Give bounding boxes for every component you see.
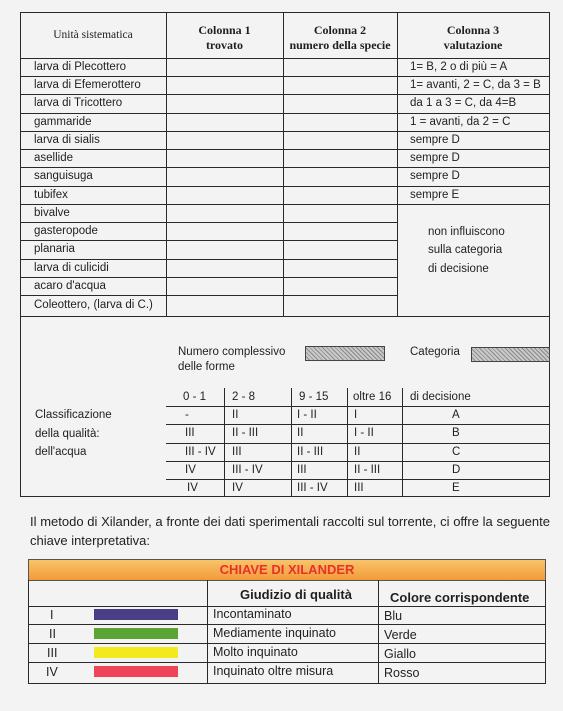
forms-label: Numero complessivo	[178, 346, 286, 358]
row-unit: planaria	[34, 243, 75, 255]
row-evaluation: sempre D	[410, 170, 460, 182]
color-label: Rosso	[384, 666, 420, 680]
class-label: I	[50, 608, 54, 622]
grid-cell: II	[232, 409, 239, 421]
row-evaluation: sempre D	[410, 134, 460, 146]
grid-cell: III	[185, 427, 195, 439]
row-unit: acaro d'acqua	[34, 280, 106, 292]
row-evaluation: sempre E	[410, 189, 460, 201]
intro-paragraph: Il metodo di Xilander, a fronte dei dati sperimentali raccolti sul torrente, ci offre la seguente chiave interpretativa:	[30, 514, 550, 548]
quality-label: Incontaminato	[213, 607, 292, 621]
grid-cell: A	[452, 409, 460, 421]
header-col1	[166, 23, 283, 53]
grid-cell: C	[452, 446, 461, 458]
row-unit: bivalve	[34, 207, 70, 219]
class-label: II	[49, 627, 56, 641]
row-unit: tubifex	[34, 189, 68, 201]
header-color: Colore corrispondente	[390, 590, 530, 605]
row-unit: larva di Efemerottero	[34, 79, 141, 91]
grid-cell: II - III	[232, 427, 259, 439]
row-unit: larva di Tricottero	[34, 97, 123, 109]
red-swatch	[94, 666, 178, 677]
row-unit: sanguisuga	[34, 170, 93, 182]
grid-cell: -	[185, 409, 189, 421]
header-col2	[283, 23, 397, 53]
green-swatch	[94, 628, 178, 639]
range-label: oltre 16	[353, 391, 392, 403]
grid-cell: E	[452, 482, 460, 494]
hatched-box	[305, 346, 385, 361]
header-quality: Giudizio di qualità	[240, 587, 352, 602]
class-label: III	[47, 646, 58, 660]
decision-label: di decisione	[410, 391, 471, 403]
class-label: IV	[46, 665, 58, 679]
grid-cell: II	[297, 427, 304, 439]
grid-cell: III	[232, 446, 242, 458]
row-unit: Coleottero, (larva di C.)	[34, 299, 153, 311]
merged-note: di decisione	[428, 263, 489, 275]
row-evaluation: 1= B, 2 o di più = A	[410, 61, 508, 73]
header-col3-sub: valutazione	[443, 38, 503, 52]
header-col3	[397, 23, 549, 53]
grid-cell: II - III	[354, 464, 381, 476]
grid-cell: D	[452, 464, 461, 476]
yellow-swatch	[94, 647, 178, 658]
row-evaluation: da 1 a 3 = C, da 4=B	[410, 97, 517, 109]
grid-cell: IV	[185, 464, 196, 476]
row-unit: larva di sialis	[34, 134, 100, 146]
header-unit: Unità sistematica	[53, 29, 133, 41]
forms-label: delle forme	[178, 361, 235, 373]
classification-label: dell'acqua	[35, 446, 87, 458]
grid-cell: I	[354, 409, 358, 421]
row-evaluation: sempre D	[410, 152, 460, 164]
grid-cell: III	[354, 482, 364, 494]
header-col1-sub: trovato	[205, 38, 244, 52]
grid-cell: III	[297, 464, 307, 476]
hatched-box	[471, 347, 550, 362]
grid-cell: II	[354, 446, 361, 458]
row-unit: larva di Plecottero	[34, 61, 127, 73]
header-col1-title: Colonna 1	[198, 23, 251, 37]
quality-label: Molto inquinato	[213, 645, 298, 659]
grid-cell: III - IV	[185, 446, 216, 458]
header-col2-title: Colonna 2	[313, 23, 367, 37]
merged-note: non influiscono	[428, 226, 505, 238]
color-label: Verde	[384, 628, 417, 642]
color-label: Giallo	[384, 647, 416, 661]
row-unit: gasteropode	[34, 225, 98, 237]
row-unit: asellide	[34, 152, 73, 164]
range-label: 2 - 8	[232, 391, 256, 403]
classification-label: della qualità:	[35, 428, 100, 440]
grid-cell: II - III	[297, 446, 324, 458]
grid-cell: IV	[187, 482, 198, 494]
quality-label: Inquinato oltre misura	[213, 664, 334, 678]
merged-note: sulla categoria	[428, 244, 503, 256]
quality-label: Mediamente inquinato	[213, 626, 336, 640]
row-unit: gammaride	[34, 116, 92, 128]
header-col3-title: Colonna 3	[446, 23, 500, 37]
category-label: Categoria	[410, 346, 460, 358]
grid-cell: B	[452, 427, 460, 439]
grid-cell: III - IV	[232, 464, 263, 476]
header-col2-sub: numero della specie	[289, 38, 391, 52]
grid-cell: I - II	[354, 427, 374, 439]
xilander-title: CHIAVE DI XILANDER	[28, 559, 546, 581]
blue-swatch	[94, 609, 178, 620]
classification-label: Classificazione	[35, 409, 112, 421]
row-unit: larva di culicidi	[34, 262, 109, 274]
color-label: Blu	[384, 609, 403, 623]
grid-cell: IV	[232, 482, 243, 494]
grid-cell: III - IV	[297, 482, 328, 494]
row-evaluation: 1= avanti, 2 = C, da 3 = B	[410, 79, 541, 91]
row-evaluation: 1 = avanti, da 2 = C	[410, 116, 511, 128]
grid-cell: I - II	[297, 409, 317, 421]
range-label: 0 - 1	[183, 391, 207, 403]
range-label: 9 - 15	[299, 391, 329, 403]
